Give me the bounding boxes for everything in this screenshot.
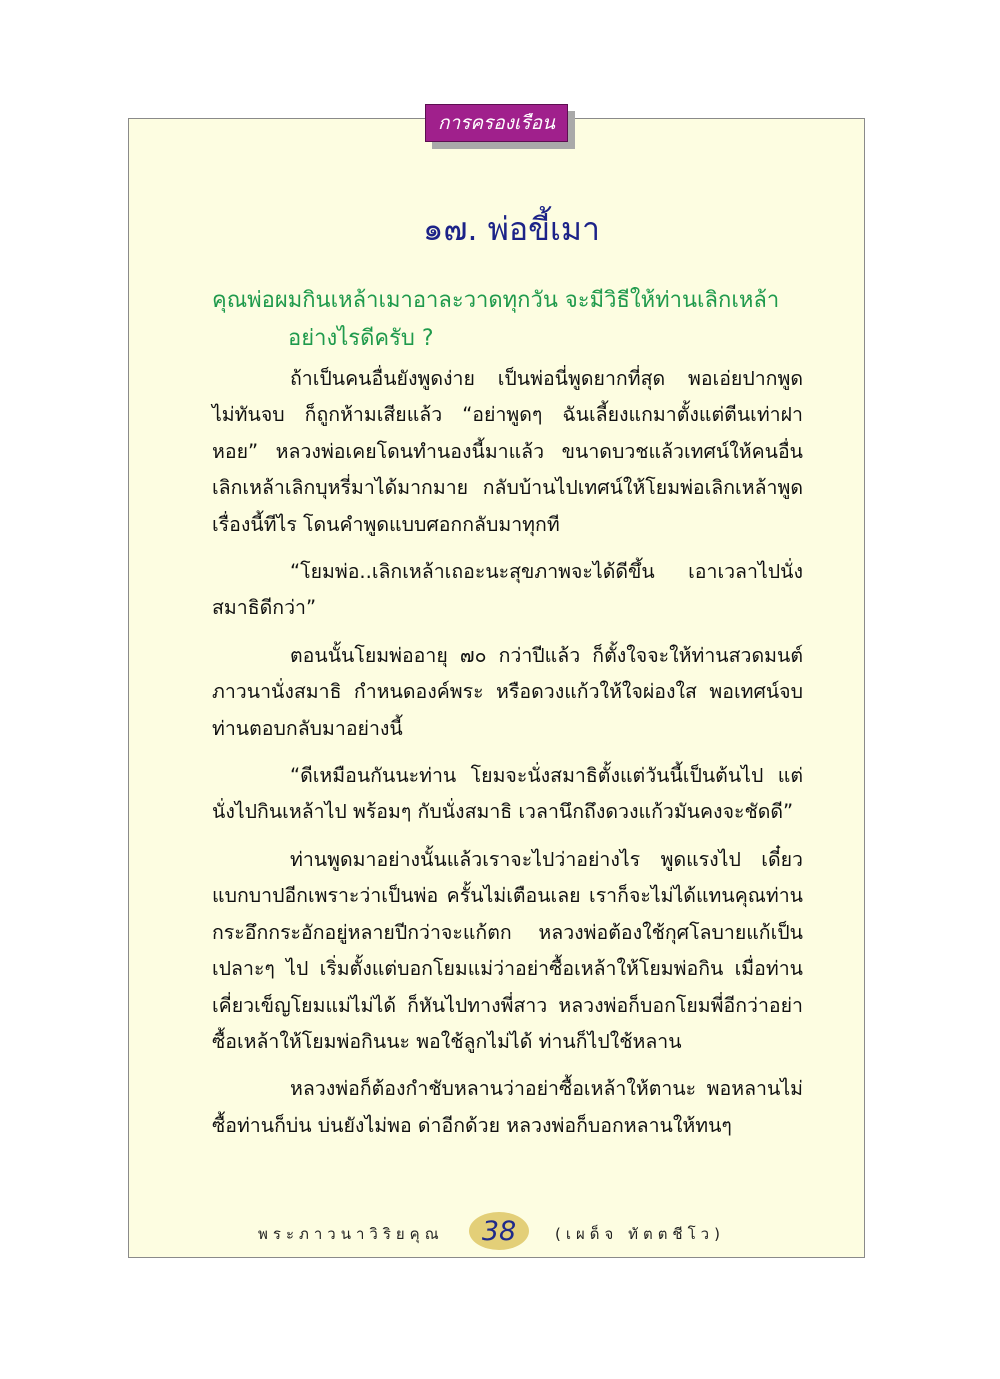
footer-author: (เผด็จ ทัตตชีโว) (555, 1225, 725, 1243)
section-tag-label: การครองเรือน (437, 112, 556, 134)
paragraph: ถ้าเป็นคนอื่นยังพูดง่าย เป็นพ่อนี่พูดยากที่สุด พอเอ่ยปากพูดไม่ทันจบ ก็ถูกห้ามเสียแล้ว “อย่าพูดๆ ฉันเลี้ยงแกมาตั้งแต่ตีนเท่าฝาหอย” หลวงพ่อเคยโดนทำนองนี้มาแล้ว ขนาดบวชแล้วเทศน์ให้คนอื่นเลิกเหล้าเลิกบุหรี่มาได้มากมาย กลับบ้านไปเทศน์ให้โยมพ่อเลิกเหล้าพูดเรื่องนี้ทีไร โดนคำพูดแบบศอกกลับมาทุกที (212, 367, 803, 536)
answer-body (212, 361, 803, 1155)
paragraph: หลวงพ่อก็ต้องกำชับหลานว่าอย่าซื้อเหล้าให้ตานะ พอหลานไม่ซื้อท่านก็บ่น บ่นยังไม่พอ ด่าอีกด้วย หลวงพ่อก็บอกหลานให้ทนๆ (212, 1077, 803, 1137)
footer-book-title: พระภาวนาวิริยคุณ (258, 1225, 444, 1243)
section-tag (425, 104, 568, 142)
paragraph: “โยมพ่อ..เลิกเหล้าเถอะนะสุขภาพจะได้ดีขึ้น เอาเวลาไปนั่งสมาธิดีกว่า” (212, 560, 803, 620)
question-line-1: คุณพ่อผมกินเหล้าเมาอาละวาดทุกวัน จะมีวิธีให้ท่านเลิกเหล้า (212, 288, 780, 313)
page-number: 38 (481, 1215, 517, 1247)
paragraph: ตอนนั้นโยมพ่ออายุ ๗๐ กว่าปีแล้ว ก็ตั้งใจจะให้ท่านสวดมนต์ภาวนานั่งสมาธิ กำหนดองค์พระ หรือดวงแก้วให้ใจผ่องใส พอเทศน์จบท่านตอบกลับมาอย่างนี้ (212, 643, 803, 740)
question-heading (212, 282, 812, 358)
question-line-2: อย่างไรดีครับ ? (288, 326, 434, 351)
paragraph: “ดีเหมือนกันนะท่าน โยมจะนั่งสมาธิตั้งแต่วันนี้เป็นต้นไป แต่นั่งไปกินเหล้าไป พร้อมๆ กับนั่งสมาธิ เวลานึกถึงดวงแก้วมันคงจะชัดดี” (212, 764, 803, 824)
chapter-title: ๑๗. พ่อขี้เมา (423, 210, 600, 248)
page-number-badge (469, 1212, 529, 1250)
paragraph: ท่านพูดมาอย่างนั้นแล้วเราจะไปว่าอย่างไร พูดแรงไป เดี๋ยวแบกบาปอีกเพราะว่าเป็นพ่อ ครั้นไม่เตือนเลย เราก็จะไม่ได้แทนคุณท่านกระอึกกระอักอยู่หลายปีกว่าจะแก้ตก หลวงพ่อต้องใช้กุศโลบายแก้เป็นเปลาะๆ ไป เริ่มตั้งแต่บอกโยมแม่ว่าอย่าซื้อเหล้าให้โยมพ่อกิน เมื่อท่านเคี่ยวเข็ญโยมแม่ไม่ได้ ก็หันไปทางพี่สาว หลวงพ่อก็บอกโยมพี่อีกว่าอย่าซื้อเหล้าให้โยมพ่อกินนะ พอใช้ลูกไม่ได้ ท่านก็ไปใช้หลาน (212, 847, 803, 1053)
